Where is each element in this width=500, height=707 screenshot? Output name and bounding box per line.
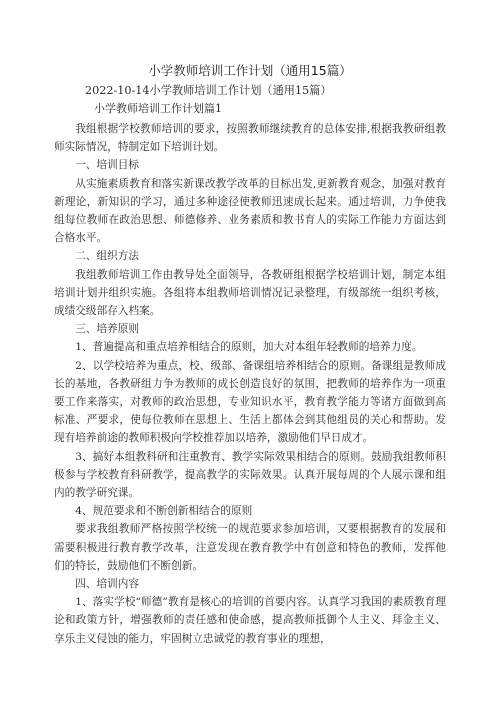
principle-3-paragraph: 3、搞好本组教科研和注重教育、教学实际效果相结合的原则。鼓励我组教师积极参与学校教育科研教学，提高教学的实际效果。认真开展每周的个人展示课和组内的教学研究课。 — [54, 450, 446, 500]
goals-paragraph: 从实施素质教育和落实新课改教学改革的目标出发,更新教育观念，加强对教育新理论，新知识的学习，通过多种途径使教师迅速成长起来。通过培训，力争使我组每位教师在政治思想、师德修养、业务素质和教书育人的实际工作能力方面达到合格水平。 — [54, 177, 446, 245]
document-title: 小学教师培训工作计划（通用15篇） — [148, 63, 352, 78]
principle-2-paragraph: 2、以学校培养为重点，校、级部、备课组培养相结合的原则。备课组是教师成长的基地，各教研组力争为教师的成长创造良好的氛围，把教师的培养作为一项重要工作来落实，对教师的政治思想，专业知识水平，教育教学能力等诸方面做到高标准、严要求，使每位教师在思想上、生活上都体会到其他组员的关心和帮助。发现有培养前途的教师积极向学校推荐加以培养，激励他们早日成才。 — [54, 359, 446, 445]
principle-1-paragraph: 1、普遍提高和重点培养相结合的原则，加大对本组年轻教师的培养力度。 — [75, 341, 423, 354]
principle-4-paragraph: 要求我组教师严格按照学校统一的规范要求参加培训，又要根据教育的发展和需要积极进行教育教学改革，注意发现在教育教学中有创意和特色的教师，发挥他们的特长，鼓励他们不断创新。 — [54, 523, 446, 572]
intro-paragraph: 我组根据学校教师培训的要求，按照教师继续教育的总体安排,根据我教研组教师实际情况，特制定如下培训计划。 — [54, 123, 446, 154]
section-heading-organization: 二、组织方法 — [75, 250, 140, 263]
principle-4-heading: 4、规范要求和不断创新相结合的原则 — [75, 505, 253, 518]
section-heading-principles: 三、培养原则 — [75, 323, 140, 336]
section-subtitle: 小学教师培训工作计划篇1 — [94, 101, 222, 115]
content-1-paragraph: 1、落实学校“师德”教育是核心的培训的首要内容。认真学习我国的素质教育理论和政策方针，增强教师的责任感和使命感，提高教师抵御个人主义、拜金主义、享乐主义侵蚀的能力，牢固树立忠诚党的教育事业的理想， — [54, 596, 446, 645]
section-heading-goals: 一、培训目标 — [75, 159, 140, 172]
organization-paragraph: 我组教师培训工作由教导处全面领导，各教研组根据学校培训计划，制定本组培训计划并组织实施。各组将本组教师培训情况记录整理，有级部统一组织考核，成绩交级部存入档案。 — [54, 268, 446, 318]
document-body — [54, 120, 446, 648]
date-title-line: 2022-10-14小学教师培训工作计划（通用15篇） — [85, 84, 332, 97]
section-heading-content: 四、培训内容 — [75, 578, 140, 591]
